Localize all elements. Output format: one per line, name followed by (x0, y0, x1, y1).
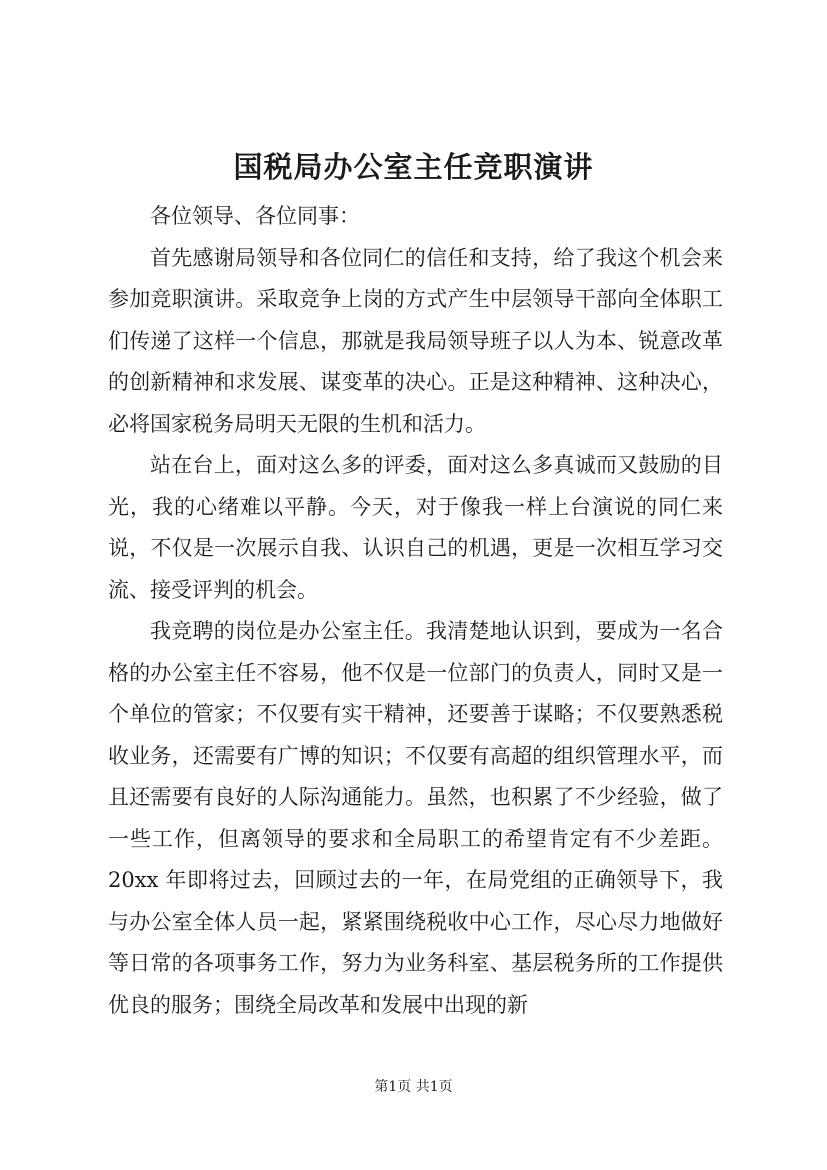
paragraph-2: 站在台上，面对这么多的评委，面对这么多真诚而又鼓励的目光，我的心绪难以平静。今天，对于像我一样上台演说的同仁来说，不仅是一次展示自我、认识自己的机遇，更是一次相互学习交流、接受评判的机会。 (108, 453, 723, 602)
page-footer: 第1页 共1页 (374, 1079, 453, 1095)
document-title: 国税局办公室主任竞职演讲 (233, 150, 594, 184)
paragraph-1: 首先感谢局领导和各位同仁的信任和支持，给了我这个机会来参加竞职演讲。采取竞争上岗的方式产生中层领导干部向全体职工们传递了这样一个信息，那就是我局领导班子以人为本、锐意改革的创新精神和求发展、谋变革的决心。正是这种精神、这种决心，必将国家税务局明天无限的生机和活力。 (108, 245, 723, 436)
document-body (108, 196, 723, 1026)
salutation: 各位领导、各位同事： (150, 204, 360, 228)
paragraph-3: 我竞聘的岗位是办公室主任。我清楚地认识到，要成为一名合格的办公室主任不容易，他不仅是一位部门的负责人，同时又是一个单位的管家；不仅要有实干精神，还要善于谋略；不仅要熟悉税收业务，还需要有广博的知识；不仅要有高超的组织管理水平，而且还需要有良好的人际沟通能力。虽然，也积累了不少经验，做了一些工作，但离领导的要求和全局职工的希望肯定有不少差距。20xx 年即将过去，回顾过去的一年，在局党组的正确领导下，我与办公室全体人员一起，紧紧围绕税收中心工作，尽心尽力地做好等日常的各项事务工作，努力为业务科室、基层税务所的工作提供优良的服务；围绕全局改革和发展中出现的新 (108, 619, 723, 1017)
